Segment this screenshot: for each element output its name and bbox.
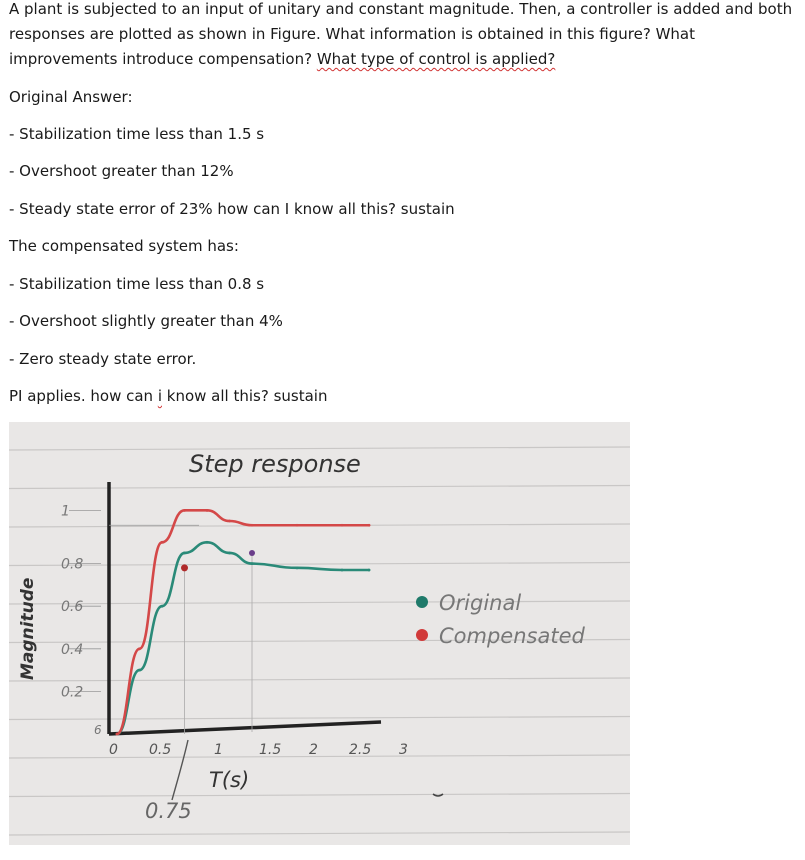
ruled-line	[9, 678, 630, 681]
data-point	[161, 541, 164, 544]
legend-label: Compensated	[439, 624, 585, 648]
closing-text-end: know all this? sustain	[162, 387, 328, 405]
x-tick-label: 2	[309, 742, 318, 758]
x-tick-label: 3	[399, 742, 408, 758]
question-line-3	[9, 47, 792, 72]
compensated-heading: The compensated system has:	[9, 237, 239, 255]
data-point	[296, 524, 299, 527]
ruled-line	[9, 486, 630, 489]
data-point	[228, 552, 231, 555]
ruled-line	[9, 717, 630, 720]
x-axis-label: T(s)	[209, 768, 250, 792]
question-line-2: responses are plotted as shown in Figure. What information is obtained in this figure? What	[9, 25, 695, 43]
original-answer-item: - Overshoot greater than 12%	[9, 162, 234, 180]
data-point	[138, 669, 141, 672]
y-tick-label: 0.6	[61, 599, 84, 616]
data-point	[161, 605, 164, 608]
data-point	[341, 524, 344, 527]
x-tick-label: 1	[214, 742, 223, 758]
y-axis-label: Magnitude	[18, 577, 38, 680]
ruled-line	[9, 601, 630, 604]
axis-small-mark: 6	[94, 723, 102, 737]
legend	[416, 591, 585, 648]
data-point	[251, 562, 254, 565]
question-line-1: A plant is subjected to an input of unitary and constant magnitude. Then, a controller is added and both	[9, 0, 793, 18]
marker-dot	[249, 550, 255, 556]
compensated-item: - Stabilization time less than 0.8 s	[9, 275, 265, 293]
question-block	[9, 0, 792, 72]
legend-swatch	[416, 596, 428, 608]
x-axis	[109, 722, 381, 734]
x-tick-label: 0	[109, 742, 118, 758]
original-answer-heading: Original Answer:	[9, 88, 133, 106]
step-response-chart	[9, 422, 630, 845]
y-tick-label: 1	[61, 503, 70, 520]
original-answer-item: - Stabilization time less than 1.5 s	[9, 125, 265, 143]
x-tick-label: 0.5	[149, 742, 172, 758]
spellcheck-flagged-word[interactable]: i	[157, 387, 162, 405]
data-point	[206, 541, 209, 544]
data-point	[228, 520, 231, 523]
data-point	[138, 647, 141, 650]
marker-dot	[181, 564, 188, 571]
compensated-item: - Overshoot slightly greater than 4%	[9, 312, 283, 330]
annotation-label: 0.75	[145, 799, 192, 823]
data-point	[368, 524, 371, 527]
y-ticks	[61, 503, 101, 700]
data-point	[116, 733, 119, 736]
annotation-arrow	[172, 740, 188, 800]
chart-title: Step response	[189, 450, 361, 478]
legend-swatch	[416, 629, 428, 641]
data-point	[296, 566, 299, 569]
y-tick-label: 0.8	[61, 556, 84, 573]
data-point	[368, 569, 371, 572]
series-lines	[116, 509, 371, 735]
data-point	[251, 524, 254, 527]
spellcheck-flagged-text[interactable]: What type of control is applied?	[316, 50, 556, 68]
ruled-line	[9, 755, 630, 758]
legend-label: Original	[439, 591, 522, 615]
x-tick-label: 2.5	[349, 742, 372, 758]
closing-line	[9, 384, 327, 409]
data-point	[341, 569, 344, 572]
ruled-line	[9, 794, 630, 797]
x-ticks	[109, 742, 408, 758]
closing-text: PI applies. how can	[9, 387, 158, 405]
original-answer-item: - Steady state error of 23% how can I know all this? sustain	[9, 200, 455, 218]
data-point	[206, 509, 209, 512]
ruled-line	[9, 832, 630, 835]
x-tick-label: 1.5	[259, 742, 282, 758]
question-text: improvements introduce compensation?	[9, 50, 317, 68]
y-tick-label: 0.2	[61, 684, 84, 701]
data-point	[183, 552, 186, 555]
step-response-photo	[9, 422, 630, 845]
ruled-line	[9, 563, 630, 566]
compensated-item: - Zero steady state error.	[9, 350, 197, 368]
data-point	[183, 509, 186, 512]
y-tick-label: 0.4	[61, 641, 84, 658]
